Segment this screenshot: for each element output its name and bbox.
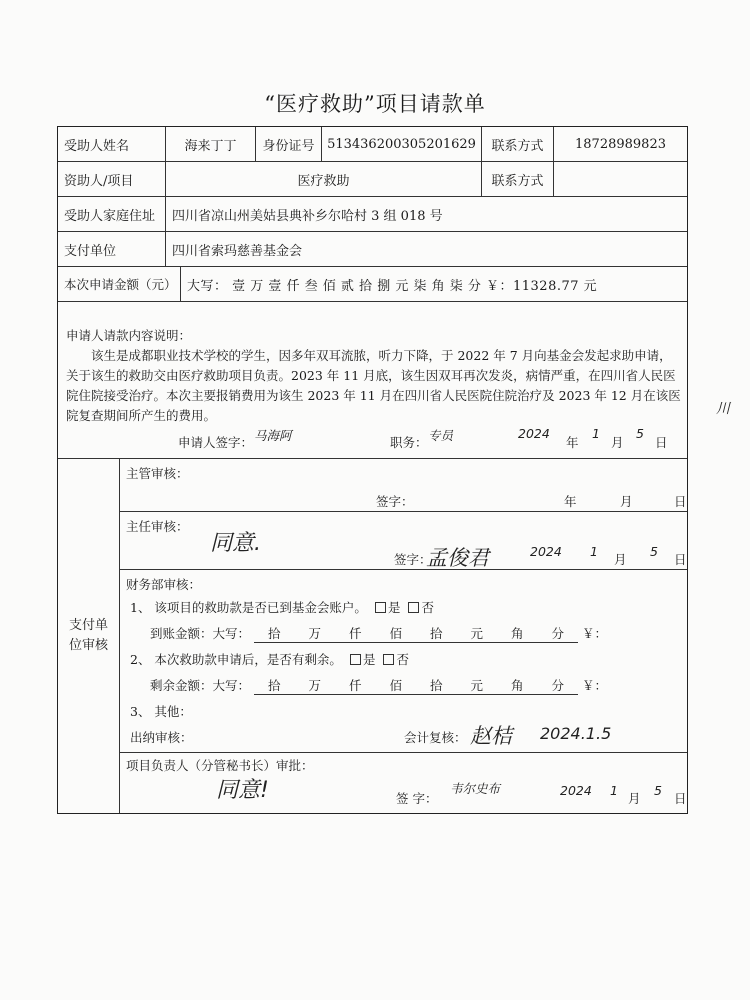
address-row [58, 197, 687, 232]
arrived-unit: 拾 [267, 626, 281, 641]
arrived-unit: 佰 [389, 626, 402, 641]
contact2-label: 联系方式 [482, 162, 554, 196]
finance-q2 [130, 650, 409, 668]
manager-month: 1 [610, 783, 618, 798]
contact-value: 18728989823 [575, 136, 666, 152]
finance-label: 财务部审核： [126, 577, 202, 592]
arrived-unit: 拾 [429, 626, 443, 641]
manager-review [120, 753, 687, 813]
finance-review [120, 570, 687, 753]
review-content [120, 459, 687, 813]
remain-unit: 拾 [429, 678, 443, 693]
arrived-unit: 分 [551, 626, 564, 641]
q2-yes-label: 是 [362, 652, 376, 667]
arrived-amount [150, 624, 607, 643]
arrived-label: 到账金额：大写： [150, 626, 251, 641]
applicant-sign-label: 申请人签字： [178, 435, 254, 450]
manager-year: 2024 [560, 783, 592, 798]
arrived-yen: ￥： [581, 626, 607, 641]
address-value: 四川省凉山州美姑县典补乡尔哈村 3 组 018 号 [172, 208, 443, 224]
director-month-unit: 月 [614, 552, 627, 567]
application-month-unit: 月 [611, 435, 624, 450]
remain-unit: 角 [510, 678, 524, 693]
accountant-signature: 赵桔 [470, 724, 512, 748]
supervisor-month-unit: 月 [620, 494, 633, 509]
supervisor-day-unit: 日 [674, 494, 687, 509]
application-year: 2024 [518, 426, 550, 441]
director-day-unit: 日 [674, 552, 687, 567]
director-sign-label: 签字： [394, 552, 432, 567]
payer-label: 支付单位 [58, 232, 166, 266]
finance-q3: 3、 其他： [130, 704, 192, 719]
director-signature: 孟俊君 [426, 546, 489, 570]
amount-label: 本次申请金额（元） [58, 267, 181, 301]
page-title: “医疗救助”项目请款单 [264, 92, 486, 116]
payer-value: 四川省索玛慈善基金会 [172, 243, 303, 259]
application-heading: 申请人请款内容说明： [66, 328, 192, 343]
application-section [58, 302, 687, 459]
finance-q1-text: 1、 该项目的救助款是否已到基金会账户。 [130, 600, 367, 615]
review-section [58, 459, 687, 813]
director-review [120, 512, 687, 570]
amount-value: 大写： 壹 万 壹 仟 叁 佰 贰 拾 捌 元 柒 角 柒 分 ￥：11328.77 元 [187, 278, 598, 294]
manager-comment: 同意! [216, 778, 269, 803]
remain-unit: 仟 [348, 678, 362, 693]
id-value: 513436200305201629 [322, 127, 482, 161]
accountant-label: 会计复核： [404, 730, 467, 745]
application-year-unit: 年 [566, 435, 579, 450]
arrived-unit: 角 [510, 626, 524, 641]
position-label: 职务： [390, 435, 428, 450]
sponsor-value: 医疗救助 [166, 162, 482, 196]
recipient-label: 受助人姓名 [58, 127, 166, 161]
address-label: 受助人家庭住址 [58, 197, 166, 231]
director-year: 2024 [530, 544, 562, 559]
application-month: 1 [592, 426, 600, 441]
remain-unit: 万 [308, 678, 321, 693]
remain-unit: 拾 [267, 678, 281, 693]
cashier-label: 出纳审核： [130, 730, 193, 745]
recipient-row [58, 127, 687, 162]
manager-day-unit: 日 [674, 791, 687, 806]
application-day-unit: 日 [655, 435, 668, 450]
director-day: 5 [650, 544, 658, 559]
remain-units-line [254, 676, 578, 695]
review-side-label: 支付单位审核 [58, 459, 120, 813]
q1-no-checkbox[interactable] [408, 602, 419, 613]
manager-day: 5 [654, 783, 662, 798]
manager-label: 项目负责人（分管秘书长）审批： [126, 758, 314, 773]
q1-yes-label: 是 [387, 600, 401, 615]
position-value: 专员 [428, 428, 454, 443]
director-comment: 同意. [210, 531, 261, 556]
q2-no-checkbox[interactable] [383, 654, 394, 665]
sponsor-row [58, 162, 687, 197]
contact2-value [554, 162, 687, 196]
director-month: 1 [590, 544, 598, 559]
application-body: 该生是成都职业技术学校的学生，因多年双耳流脓，听力下降，于 2022 年 7 月向基金会发起求助申请，关于该生的救助交由医疗救助项目负责。2023 年 11 月底，该生因双耳再次发炎，病情严重，在四川省人民医院住院接受治疗。本次主要报销费用为该生 2023 年 11 月在四川省人民医院住院治疗及 2023 年 12 月在该医院复查期间所产生的费用。 [66, 348, 681, 423]
remain-unit: 佰 [389, 678, 402, 693]
supervisor-label: 主管审核： [126, 466, 189, 481]
q2-yes-checkbox[interactable] [350, 654, 361, 665]
remain-label: 剩余金额：大写： [150, 678, 251, 693]
margin-mark: 川 [716, 401, 730, 417]
q1-yes-checkbox[interactable] [375, 602, 386, 613]
arrived-unit: 仟 [348, 626, 362, 641]
recipient-value: 海来丁丁 [166, 127, 256, 161]
payer-row [58, 232, 687, 267]
director-label: 主任审核： [126, 519, 189, 534]
remain-amount [150, 676, 607, 695]
supervisor-review [120, 459, 687, 512]
amount-row [58, 267, 687, 302]
applicant-signature: 马海阿 [254, 428, 292, 443]
q2-no-label: 否 [396, 652, 409, 667]
accountant-date: 2024.1.5 [540, 724, 612, 743]
manager-month-unit: 月 [628, 791, 641, 806]
remain-yen: ￥： [581, 678, 607, 693]
finance-q2-text: 2、 本次救助款申请后，是否有剩余。 [130, 652, 342, 667]
supervisor-sign-label: 签字： [376, 494, 414, 509]
sponsor-label: 资助人/项目 [58, 162, 166, 196]
remain-unit: 元 [470, 678, 483, 693]
application-day: 5 [636, 426, 644, 441]
arrived-unit: 元 [470, 626, 483, 641]
contact-label: 联系方式 [482, 127, 554, 161]
request-form-table [57, 126, 688, 814]
finance-q1 [130, 598, 434, 616]
manager-sign-label: 签 字： [396, 791, 438, 806]
q1-no-label: 否 [421, 600, 434, 615]
supervisor-year-unit: 年 [564, 494, 577, 509]
id-label: 身份证号 [256, 127, 322, 161]
arrived-unit: 万 [308, 626, 321, 641]
arrived-units-line [254, 624, 578, 643]
remain-unit: 分 [551, 678, 564, 693]
manager-signature: 韦尔史布 [450, 781, 501, 796]
